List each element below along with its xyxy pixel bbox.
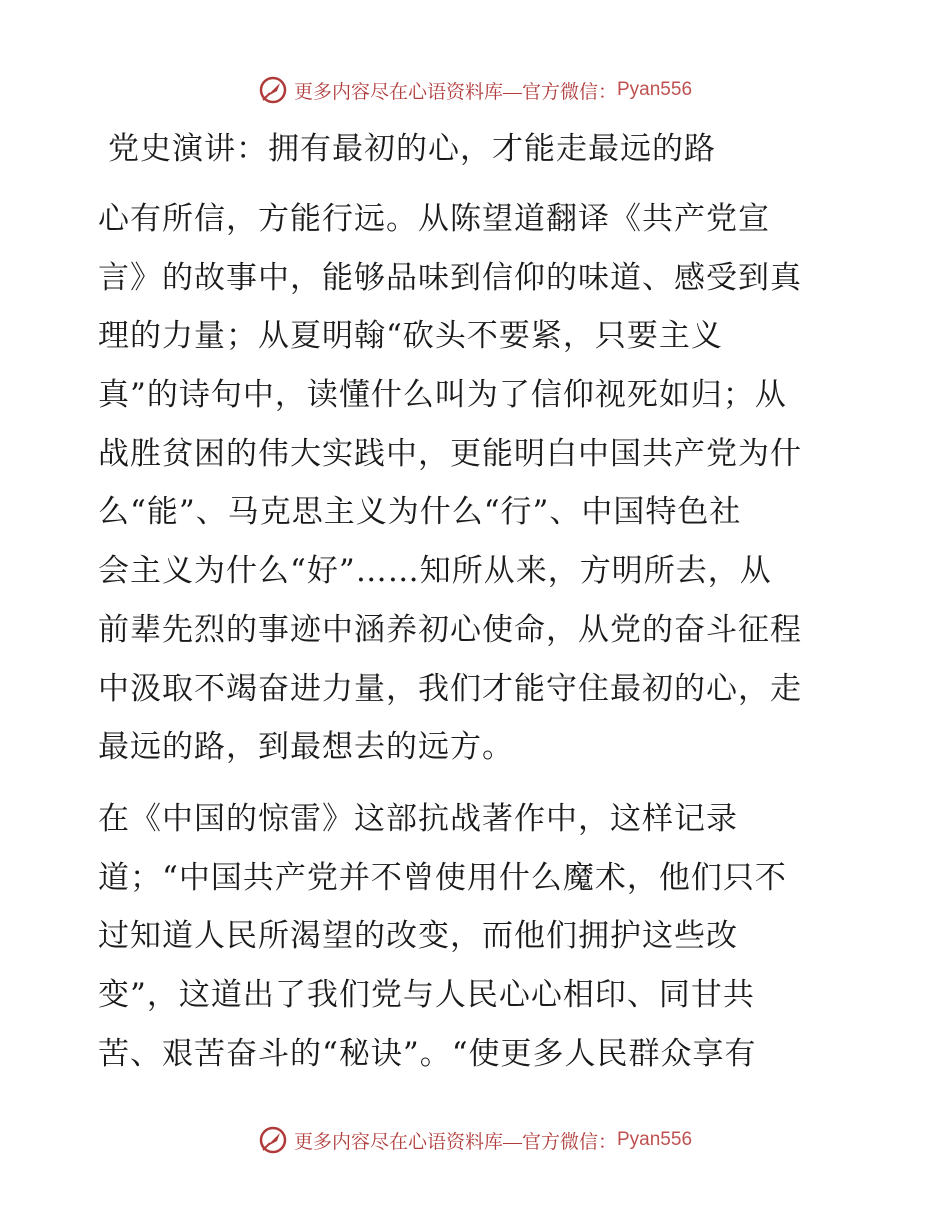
paragraph-line: 苦、艰苦奋斗的“秘诀”。“使更多人民群众享有 [98,1035,757,1072]
paragraph-line: 道；“中国共产党并不曾使用什么魔术，他们只不 [98,859,787,896]
paragraph-line: 中汲取不竭奋进力量，我们才能守住最初的心，走 [98,670,802,707]
paragraph-line: 言》的故事中，能够品味到信仰的味道、感受到真 [98,259,802,296]
watermark-handle: Pyan556 [617,1129,693,1150]
quill-logo-icon [258,1125,288,1155]
paragraph-1 [98,190,858,777]
header-watermark [0,70,950,110]
paragraph-line: 前辈先烈的事迹中涵养初心使命，从党的奋斗征程 [98,611,802,648]
paragraph-line: 会主义为什么“好”……知所从来，方明所去，从 [98,553,772,590]
watermark-text: 更多内容尽在心语资料库—官方微信： [293,1131,617,1153]
paragraph-line: 在《中国的惊雷》这部抗战著作中，这样记录 [98,801,738,837]
quill-logo-icon [258,75,288,105]
page-title: 党史演讲：拥有最初的心，才能走最远的路 [108,131,716,167]
paragraph-line: 过知道人民所渴望的改变，而他们拥护这些改 [98,918,738,955]
paragraph-line: 最远的路，到最想去的远方。 [98,729,514,766]
footer-watermark [0,1120,950,1160]
watermark-handle: Pyan556 [617,79,693,100]
paragraph-2 [98,790,858,1083]
paragraph-line: 么“能”、马克思主义为什么“行”、中国特色社 [98,494,742,531]
paragraph-line: 战胜贫困的伟大实践中，更能明白中国共产党为什 [98,435,802,472]
paragraph-line: 变”，这道出了我们党与人民心心相印、同甘共 [98,977,755,1014]
watermark-text: 更多内容尽在心语资料库—官方微信： [293,81,617,103]
paragraph-line: 理的力量；从夏明翰“砍头不要紧，只要主义 [98,318,723,355]
paragraph-line: 心有所信，方能行远。从陈望道翻译《共产党宣 [98,201,770,237]
paragraph-line: 真”的诗句中，读懂什么叫为了信仰视死如归；从 [98,377,787,414]
